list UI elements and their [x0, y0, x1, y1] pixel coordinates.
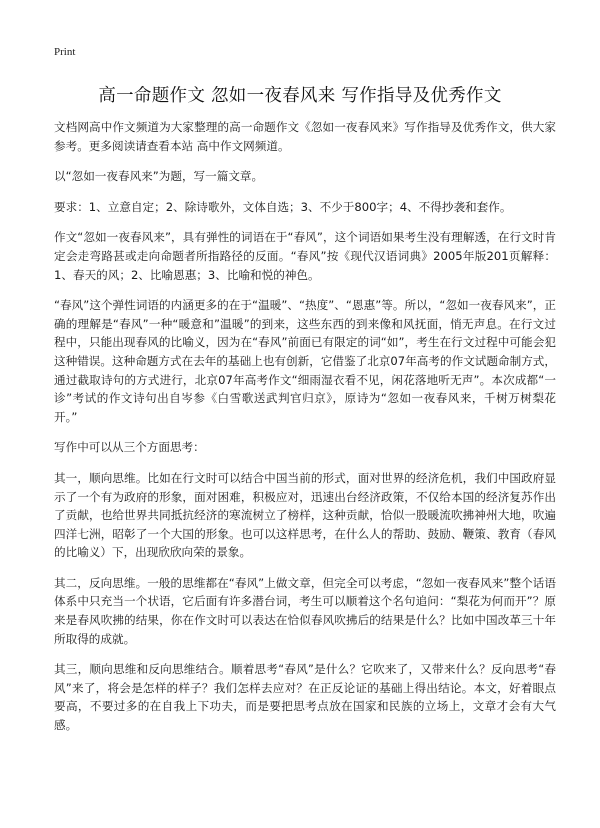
article-body	[54, 118, 556, 747]
analysis-paragraph: “春风”这个弹性词语的内涵更多的在于“温暖”、“热度”、“恩惠”等。所以，“忽如一夜春风来”，正确的理解是“春风”一种“暖意和”温暖”的到来，这些东西的到来像和风抚面，悄无声息。在行文过程中，只能出现春风的比喻义，因为在“春风”前面已有限定的词“如”，考生在行文过程中可能会犯这种错误。这种命题方式在去年的基础上也有创新，它借鉴了北京07年高考的作文试题命制方式，通过截取诗句的方式进行，北京07年高考作文“细雨湿衣看不见，闲花落地听无声”。本次成都“一诊”考试的作文诗句出自岑参《白雪歌送武判官归京》，原诗为“忽如一夜春风来，千树万树梨花开。”	[54, 298, 556, 424]
approach-two-paragraph: 其二，反向思维。一般的思维都在“春风”上做文章，但完全可以考虑，“忽如一夜春风来”整个话语体系中只充当一个状语，它后面有许多潜台词，考生可以顺着这个名句追问：“梨花为何而开”？原来是春风吹拂的结果，你在作文时可以表达在恰似春风吹拂后的结果是什么？比如中国改革三十年所取得的成就。	[54, 575, 556, 646]
intro-paragraph: 文档网高中作文频道为大家整理的高一命题作文《忽如一夜春风来》写作指导及优秀作文，供大家参考。更多阅读请查看本站 高中作文网频道。	[54, 120, 556, 153]
approach-heading-paragraph: 写作中可以从三个方面思考：	[54, 440, 205, 455]
analysis-paragraph: 作文“忽如一夜春风来”，具有弹性的词语在于“春风”，这个词语如果考生没有理解透，在行文时肯定会走弯路甚或走向命题者所指路径的反面。“春风”按《现代汉语词典》2005年版201页解释：1、春天的风；2、比喻恩惠；3、比喻和悦的神色。	[54, 230, 556, 282]
approach-one-paragraph: 其一，顺向思维。比如在行文时可以结合中国当前的形式，面对世界的经济危机，我们中国政府显示了一个有为政府的形象，面对困难，积极应对，迅速出台经济政策，不仅给本国的经济复苏作出了贡献，也给世界共同抵抗经济的寒流树立了榜样，这种贡献，恰似一股暖流吹拂神州大地，吹遍四洋七洲，昭彰了一个大国的形象。也可以这样思考，在什么人的帮助、鼓励、鞭策、教育（春风的比喻义）下，出现欣欣向荣的景象。	[54, 470, 556, 560]
prompt-paragraph: 以“忽如一夜春风来”为题，写一篇文章。	[54, 169, 264, 184]
approach-three-paragraph: 其三，顺向思维和反向思维结合。顺着思考“春风”是什么？它吹来了，又带来什么？反向思考“春风”来了，将会是怎样的样子？我们怎样去应对？在正反论证的基础上得出结论。本文，好着眼点要高，不要过多的在自我上下功夫，而是要把思考点放在国家和民族的立场上，文章才会有大气感。	[54, 662, 556, 733]
page-title: 高一命题作文 忽如一夜春风来 写作指导及优秀作文	[98, 86, 502, 106]
print-link[interactable]: Print	[54, 46, 76, 58]
requirements-paragraph: 要求：1、立意自定；2、除诗歌外，文体自选；3、不少于800字；4、不得抄袭和套作。	[54, 199, 512, 214]
